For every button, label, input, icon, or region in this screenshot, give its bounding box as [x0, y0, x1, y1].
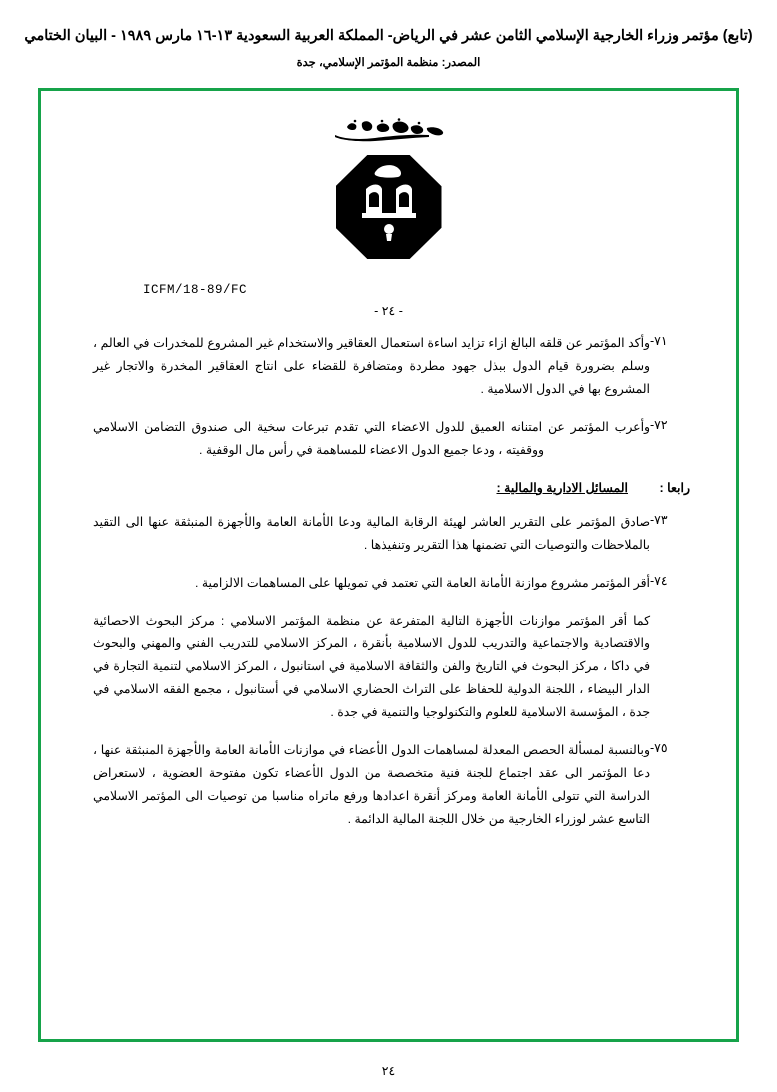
footer-page-number: ٢٤ — [381, 1064, 396, 1078]
paragraph — [87, 416, 690, 462]
document-frame — [38, 88, 739, 1042]
basmala-calligraphy — [87, 117, 690, 143]
paragraph-number — [650, 610, 690, 611]
emblem-wrapper — [87, 155, 690, 267]
paragraph-number: ٧١- — [650, 334, 668, 348]
page-marker: - ٢٤ - — [374, 304, 403, 318]
header-source: المصدر: منظمة المؤتمر الإسلامي، جدة — [296, 56, 481, 69]
section-label: رابعا : — [659, 480, 690, 495]
document-code: ICFM/18-89/FC — [143, 283, 248, 297]
paragraph-text: وأعرب المؤتمر عن امتنانه العميق للدول الاعضاء التي تقدم تبرعات سخية الى صندوق التضامن الاسلامي ووقفيته ، ودعا جميع الدول الاعضاء للمساهمة في رأس مال الوقفية . — [93, 419, 650, 457]
paragraph-text: صادق المؤتمر على التقرير العاشر لهيئة الرقابة المالية ودعا الأمانة العامة والأجهزة المنبثقة عنها الى التقيد بالملاحظات والتوصيات التي تضمنها هذا التقرير وتنفيذها . — [93, 514, 650, 552]
paragraph-number: ٧٥- — [650, 741, 668, 756]
emblem-inner-icon — [336, 155, 442, 259]
paragraph-text: وأكد المؤتمر عن قلقه البالغ ازاء تزايد اساءة استعمال العقاقير والاستخدام غير المشروع للمخدرات في العالم ، وسلم بضرورة قيام الدول ببذل جهود مطردة ومتضافرة للقضاء على انتاج العقاقير المخدرة والاتجار غير المشروع بها في الدول الاسلامية . — [93, 336, 650, 396]
paragraph-number: ٧٤- — [650, 573, 668, 588]
paragraph — [87, 610, 690, 725]
paragraph — [87, 332, 690, 401]
paragraph — [87, 572, 690, 595]
paragraph — [87, 511, 690, 557]
header-title: (تابع) مؤتمر وزراء الخارجية الإسلامي الثامن عشر في الرياض- المملكة العربية السعودية ١٣-١٦ مارس ١٩٨٩ - البيان الختامي — [24, 28, 753, 44]
oic-emblem — [336, 155, 442, 259]
emblem-octagon — [336, 155, 442, 259]
paragraph-text: وبالنسبة لمسألة الحصص المعدلة لمساهمات الدول الأعضاء في موازنات الأمانة العامة والأجهزة المنبثقة عنها ، دعا المؤتمر الى عقد اجتماع للجنة فنية متخصصة من الدول الأعضاء تكون مفتوحة العضوية ، لاستعراض الدراسة التي تتولى الأمانة العامة ومركز أنقرة اعدادها ورفع ماتراه مناسبا من توصيات الى المؤتمر الاسلامي التاسع عشر لوزراء الخارجية من خلال اللجنة المالية الدائمة . — [93, 743, 650, 826]
paragraph-number: ٧٣- — [650, 512, 668, 527]
paragraph-number: ٧٢- — [650, 417, 668, 432]
section-title: المسائل الادارية والمالية : — [496, 480, 628, 495]
paragraph-text: كما أقر المؤتمر موازنات الأجهزة التالية المتفرعة عن منظمة المؤتمر الاسلامي : مركز البحوث الاحصائية والاقتصادية والاجتماعية والتدريب للدول الاسلامية بأنقرة ، المركز الاسلامي للتدريب الفني والمهني والبحوث في داكا ، مركز البحوث في التاريخ والفن والثقافة الاسلامية في استانبول ، المركز الاسلامي لتنمية التجارة في الدار البيضاء ، اللجنة الدولية للحفاظ على التراث الحضاري الاسلامي في أستانبول ، مجمع الفقه الاسلامي في جدة ، المؤسسة الاسلامية للعلوم والتكنولوجيا والتنمية في جدة . — [93, 613, 650, 720]
paragraph-text: أقر المؤتمر مشروع موازنة الأمانة العامة التي تعتمد في تمويلها على المساهمات الالزامية . — [194, 575, 650, 590]
document-body — [87, 332, 690, 831]
section-heading — [87, 480, 690, 495]
basmala-icon — [329, 117, 449, 143]
document-inner — [41, 91, 736, 1039]
paragraph — [87, 739, 690, 831]
page-header — [0, 0, 777, 69]
